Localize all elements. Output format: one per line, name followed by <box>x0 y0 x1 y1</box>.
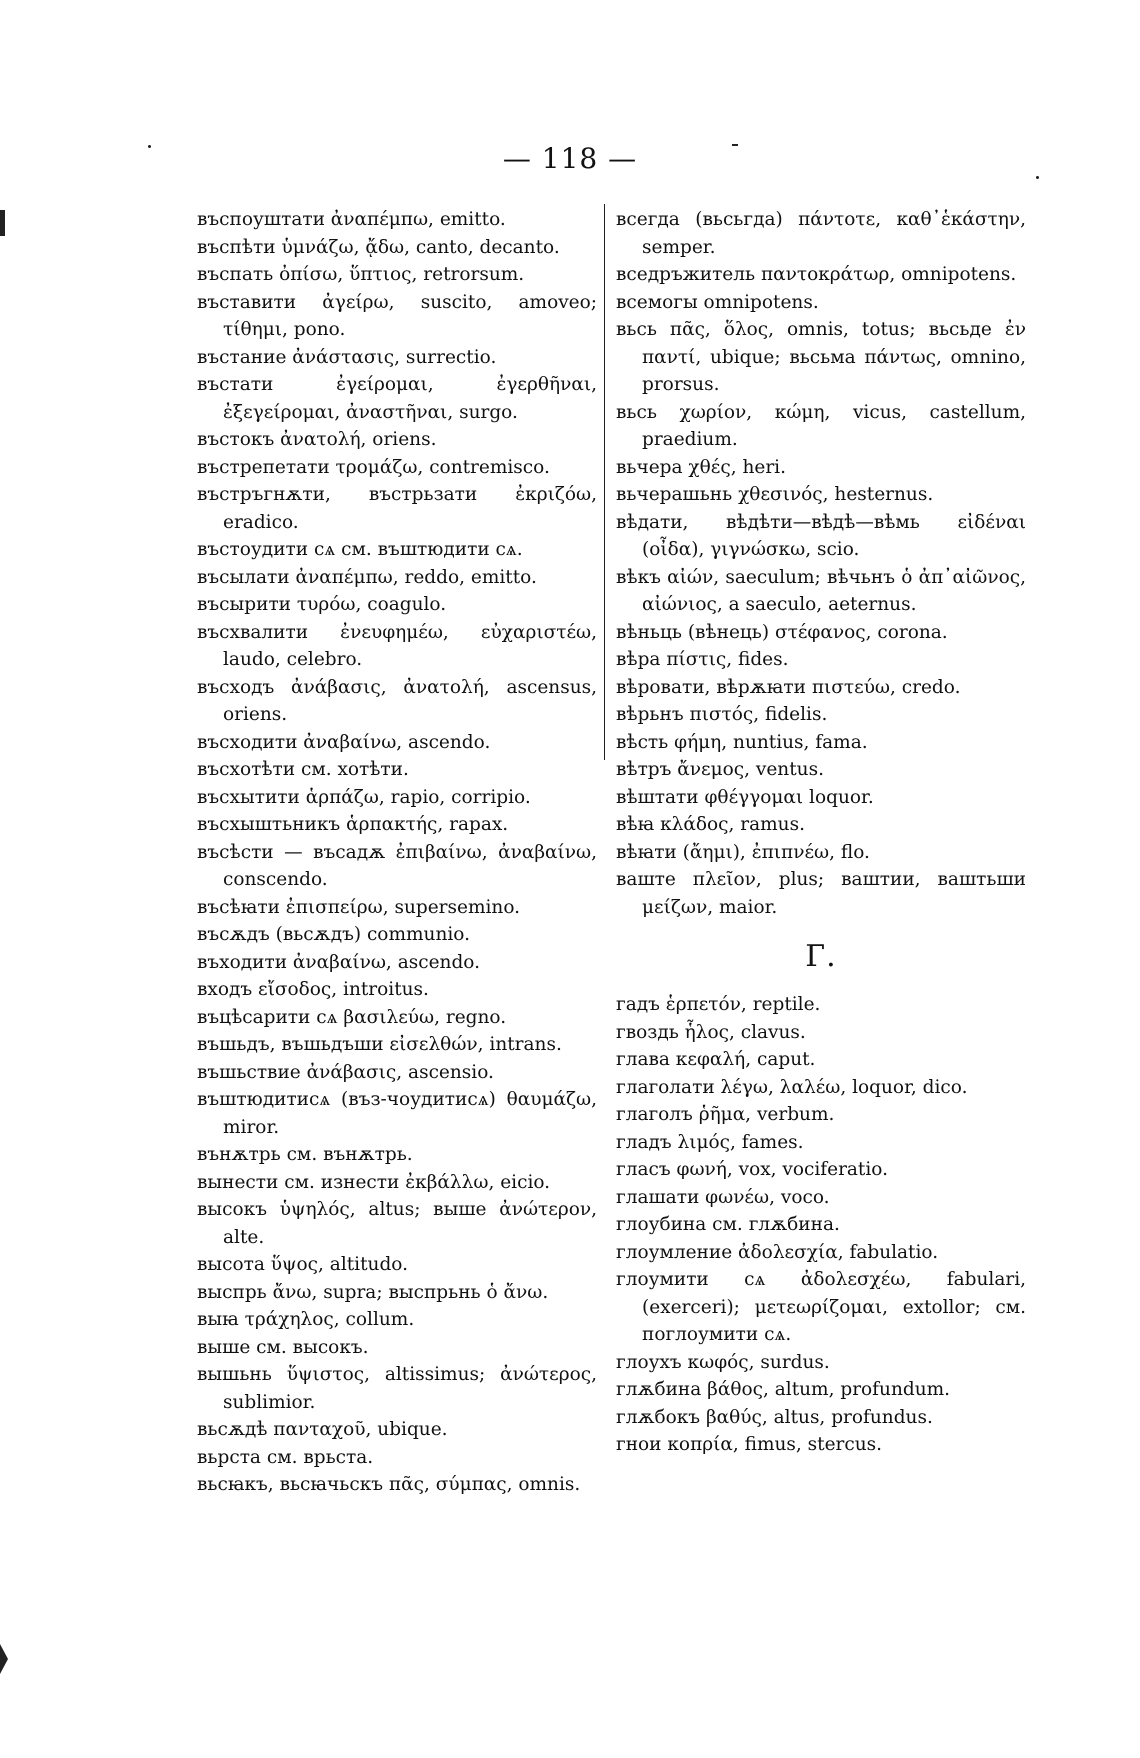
section-heading-g: Г. <box>805 939 837 974</box>
dictionary-entry: въстрепетати τρομάζω, contremisco. <box>197 456 550 478</box>
dictionary-entry: вѣштати φθέγγομαι loquor. <box>616 786 874 808</box>
dictionary-entry: вьсѫдѣ πανταχοῦ, ubique. <box>197 1419 448 1440</box>
dictionary-entry: глоумити сѧ ἀδολεσχέω, fabulari, (exerceri); μετεωρίζομαι, extollor; см. поглоумити сѧ. <box>616 1269 1026 1345</box>
dictionary-entry: глаголати λέγω, λαλέω, loquor, dico. <box>616 1076 968 1098</box>
dictionary-entry: въсылати ἀναπέμπω, reddo, emitto. <box>197 566 537 588</box>
dictionary-entry: въсырити τυρόω, coagulo. <box>197 594 447 615</box>
dictionary-entry: вѣсть φήμη, nuntius, fama. <box>616 731 868 753</box>
dictionary-entry: въсходити ἀναβαίνω, ascendo. <box>197 731 491 753</box>
right-column <box>616 206 1026 1459</box>
column-divider <box>604 204 605 760</box>
dictionary-entry: глѫбина βάθος, altum, profundum. <box>616 1379 951 1400</box>
dictionary-entry: въстокъ ἀνατολή, oriens. <box>197 429 437 450</box>
dictionary-entry: вѣрьнъ πιστός, fidelis. <box>616 704 828 725</box>
dictionary-entry: вѣньць (вѣнець) στέφανος, corona. <box>616 621 948 643</box>
dictionary-entry: гнои κοπρία, fimus, stercus. <box>616 1434 883 1455</box>
dictionary-entry: выꙗ τράχηλος, collum. <box>197 1309 415 1330</box>
dictionary-entry: ваште πλεῖον, plus; ваштии, ваштьши μείζων, maior. <box>616 869 1026 918</box>
dictionary-entry: въшьдъ, въшьдъши εἰσελθών, intrans. <box>197 1034 562 1055</box>
dictionary-entry: гладъ λιμός, fames. <box>616 1131 804 1153</box>
dictionary-entry: глаголъ ῥῆμα, verbum. <box>616 1104 835 1125</box>
left-column <box>197 206 597 1499</box>
dictionary-entry: вънѫтрь см. вънѫтрь. <box>197 1144 413 1165</box>
dictionary-entry: гадъ ἑρπετόν, reptile. <box>616 994 821 1015</box>
dictionary-entry: въставити ἀγείρω, suscito, amoveo; τίθημι, pono. <box>197 291 597 340</box>
scan-speck <box>1036 176 1039 179</box>
dictionary-entry: вѣꙗти (ἄημι), ἐπιπνέω, flo. <box>616 841 870 863</box>
dictionary-entry: глоумлениe ἀδολεσχία, fabulatio. <box>616 1241 939 1263</box>
dictionary-entry: въсхыштьникъ ἁρπακτής, rapax. <box>197 814 509 835</box>
dictionary-entry: въходити ἀναβαίνω, ascendo. <box>197 951 480 973</box>
dictionary-entry: въшьствие ἀνάβασις, ascensio. <box>197 1061 494 1083</box>
dictionary-entry: въцѣсарити сѧ βασιλεύω, regno. <box>197 1006 507 1028</box>
dictionary-entry: вѣровати, вѣрѫꙗти πιστεύω, credo. <box>616 676 961 698</box>
dictionary-entry: входъ εἴσοδος, introitus. <box>197 979 429 1000</box>
dictionary-entry: высота ὕψος, altitudo. <box>197 1254 408 1275</box>
dictionary-entry: въсхотѣти см. хотѣти. <box>197 759 409 780</box>
dictionary-entry: выспрь ἄνω, supra; выспрьнь ὁ ἄνω. <box>197 1281 549 1303</box>
dictionary-entry: вѣтръ ἄνεμος, ventus. <box>616 759 824 780</box>
dictionary-entry: въсѣꙗти ἐπισπείρω, supersemino. <box>197 896 521 918</box>
dictionary-entry: въстание ἀνάστασις, surrectio. <box>197 346 497 368</box>
dictionary-entry: въсѣсти — въсадѫ ἐπιβαίνω, ἀναβαίνω, conscendo. <box>197 841 597 890</box>
dictionary-entry: глоухъ κωφός, surdus. <box>616 1351 830 1373</box>
dictionary-entry: гвоздь ἧλος, clavus. <box>616 1021 806 1043</box>
dictionary-entry: вѣдати, вѣдѣти—вѣдѣ—вѣмь εἰδέναι (οἶδα), γιγνώσκω, scio. <box>616 511 1026 560</box>
dictionary-entry: гласъ φωνή, vox, vociferatio. <box>616 1159 888 1180</box>
scan-edge-mark <box>0 210 5 236</box>
dictionary-entry: вьрста см. врьста. <box>197 1446 374 1468</box>
dictionary-entry: всегда (вьсьгда) πάντοτε, καθ᾽ἑκάστην, semper. <box>616 209 1026 258</box>
dictionary-entry: вьсь χωρίον, κώμη, vicus, castellum, praedium. <box>616 401 1026 450</box>
dictionary-entry: въстоудити сѧ см. въштюдити сѧ. <box>197 539 523 560</box>
dictionary-entry: вышьнь ὕψιστος, altissimus; ἀνώτερος, sublimior. <box>197 1364 597 1413</box>
dictionary-entry: глоубина см. глѫбина. <box>616 1214 840 1235</box>
dictionary-entry: въстръгнѫти, въстрьзати ἐκριζόω, eradico. <box>197 484 597 533</box>
dictionary-entry: вынести см. изнести ἐκβάλλω, eicio. <box>197 1171 551 1193</box>
dictionary-entry: вѣра πίστις, fides. <box>616 649 789 670</box>
dictionary-entry: въстати ἐγείρομαι, ἐγερθῆναι, ἐξεγείρομαι, ἀναστῆναι, surgo. <box>197 374 597 423</box>
dictionary-entry: вседръжитель παντοκράτωρ, omnipotens. <box>616 264 1017 285</box>
dictionary-entry: въсхытити ἁρπάζω, rapio, corripio. <box>197 786 531 808</box>
dictionary-entry: вѣкъ αἰών, saeculum; вѣчьнъ ὁ ἀπ᾽αἰῶνος, αἰώνιος, a saeculo, aeternus. <box>616 566 1026 615</box>
dictionary-entry: высокъ ὑψηλός, altus; выше ἀνώτερον, alte. <box>197 1199 597 1248</box>
dictionary-entry: глава κεφαλή, caput. <box>616 1049 816 1070</box>
dictionary-entry: въсходъ ἀνάβασις, ἀνατολή, ascensus, oriens. <box>197 676 597 725</box>
dictionary-entry: вьчера χθές, heri. <box>616 456 786 478</box>
dictionary-entry: въсѫдъ (вьсѫдъ) communio. <box>197 924 470 945</box>
dictionary-entry: въсхвалити ἐνευφημέω, εὐχαριστέω, laudo, celebro. <box>197 621 597 670</box>
dictionary-entry: въштюдитисѧ (въз-чоудитисѧ) θαυμάζω, miror. <box>197 1089 597 1138</box>
dictionary-entry: вьчерашьнь χθεσινός, hesternus. <box>616 484 934 505</box>
dictionary-entry: глѫбокъ βαθύς, altus, profundus. <box>616 1406 933 1428</box>
dictionary-entry: въспѣти ὑμνάζω, ᾄδω, canto, decanto. <box>197 236 560 258</box>
scan-edge-mark <box>0 1644 8 1674</box>
dictionary-entry: вьсꙗкъ, вьсꙗчьскъ πᾶς, σύμπας, omnis. <box>197 1474 581 1495</box>
page-number: — 118 — <box>502 142 638 175</box>
dictionary-entry: вьсь πᾶς, ὅλος, omnis, totus; вьсьде ἐν παντί, ubique; вьсьма πάντως, omnino, prorsus. <box>616 319 1026 395</box>
dictionary-entry: всемогы omnipotens. <box>616 291 819 313</box>
dictionary-entry: вѣꙗ κλάδος, ramus. <box>616 814 805 835</box>
dictionary-entry: въспать ὀπίσω, ὕπτιος, retrorsum. <box>197 264 525 285</box>
dictionary-entry: глашати φωνέω, voco. <box>616 1186 830 1208</box>
dictionary-entry: выше см. высокъ. <box>197 1336 369 1358</box>
dictionary-entry: въспоуштати ἀναπέμπω, emitto. <box>197 209 506 230</box>
